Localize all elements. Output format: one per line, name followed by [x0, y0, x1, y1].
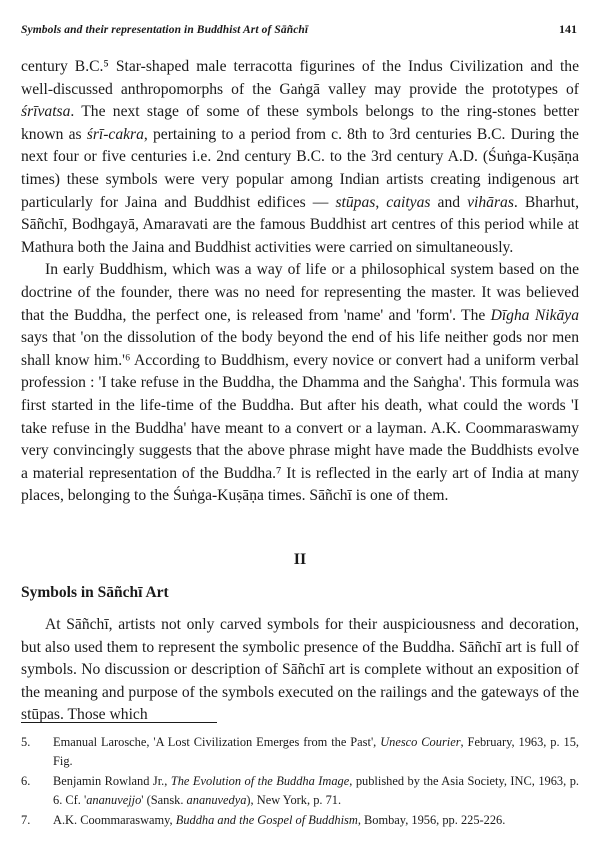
- footnote-text: [53, 772, 579, 809]
- text-run: , published by the Asia Society, INC, 1963, p. 6. Cf. ': [53, 774, 579, 807]
- footnote-number: 5.: [21, 735, 31, 749]
- text-run: . The next stage of some of these symbols belongs to the ring-stones better known as: [21, 103, 579, 143]
- page-number: 141: [559, 22, 577, 36]
- italic-term: Dīgha Nikāya: [490, 306, 580, 324]
- footnote: [21, 772, 579, 809]
- footnote-number: 7.: [21, 813, 31, 827]
- text-run: In early Buddhism, which was a way of life or a philosophical system based on the doctrine of the founder, there was no need for representing the master. It was believed that the Buddha, the perfect one, is released from 'name' and 'form'. The: [21, 261, 579, 324]
- section-heading: Symbols in Sāñchī Art: [21, 584, 169, 601]
- section-paragraph-1: [21, 614, 579, 727]
- footnotes: [21, 733, 579, 832]
- text-run: ,: [375, 193, 387, 211]
- footnote-number: 6.: [21, 774, 31, 788]
- page-header: [21, 22, 577, 42]
- text-run: and: [430, 193, 468, 211]
- footnote-text: [53, 733, 579, 770]
- italic-term: stūpas: [335, 193, 376, 211]
- italic-term: ananuvedya: [186, 792, 247, 807]
- running-head: Symbols and their representation in Buddhist Art of Sāñchī: [21, 24, 309, 36]
- text-run: . Bharhut, Sāñchī, Bodhgayā, Amaravati are the famous Buddhist art centres of this period while at Mathura both the Jaina and Buddhist activities were carried on simultaneously.: [21, 193, 580, 256]
- italic-term: vihāras: [467, 193, 514, 211]
- italic-term: śrī-cakra: [86, 125, 144, 143]
- text-run: Benjamin Rowland Jr.,: [53, 774, 171, 788]
- italic-term: Buddha and the Gospel of Buddhism: [175, 813, 358, 827]
- body-text: [21, 56, 579, 508]
- paragraph-2: [21, 259, 579, 508]
- footnote: [21, 811, 579, 830]
- italic-term: ananuvejjo: [86, 792, 142, 807]
- text-run: says that 'on the dissolution of the body beyond the end of his life neither gods nor men shall know him.'⁶ According to Buddhism, every novice or convert had a uniform verbal profession : 'I take refuse in the Buddha, the Dhamma and the Saṅgha'. This formula was first started in the life-time of the Buddha. But after his death, what could the words 'I take refuse in the Buddha' have meant to a convert or a layman. A.K. Coommaraswamy very convincingly suggests that the above phrase might have made the Buddhists evolve a material representation of the Buddha.⁷ It is reflected in the early art of India at many places, belonging to the Śuṅga-Kuṣāṇa times. Sāñchī is one of them.: [21, 329, 579, 505]
- text-run: Emanual Larosche, 'A Lost Civilization Emerges from the Past',: [53, 735, 381, 749]
- text-run: At Sāñchī, artists not only carved symbols for their auspiciousness and decoration, but also used them to represent the symbolic presence of the Buddha. Sāñchī art is full of symbols. No discussion or description of Sāñchī art is complete without an exposition of the meaning and purpose of the symbols executed on the railings and the gateways of the stūpas. Those which: [21, 616, 579, 724]
- text-run: , Bombay, 1956, pp. 225-226.: [357, 813, 506, 827]
- italic-term: caityas: [386, 193, 431, 211]
- footnote: [21, 733, 579, 770]
- text-run: A.K. Coommaraswamy,: [53, 813, 176, 827]
- text-run: ' (Sansk.: [141, 792, 187, 807]
- text-run: , February, 1963, p. 15, Fig.: [53, 735, 579, 768]
- section-number: II: [293, 551, 307, 568]
- footnote-text: [53, 811, 579, 830]
- text-run: ), New York, p. 71.: [246, 792, 342, 807]
- paragraph-1: [21, 56, 579, 259]
- footnote-divider: [21, 722, 217, 723]
- text-run: , pertaining to a period from c. 8th to 3rd centuries B.C. During the next four or five centuries i.e. 2nd century B.C. to the 3rd century A.D. (Śuṅga-Kuṣāṇa times) these symbols were very popular among Indian artists creating indigenous art particularly for Jaina and Buddhist edifices —: [21, 125, 579, 211]
- text-run: century B.C.⁵ Star-shaped male terracotta figurines of the Indus Civilization and the well-discussed anthropomorphs of the Gaṅgā valley may provide the prototypes of: [21, 58, 579, 98]
- italic-term: The Evolution of the Buddha Image: [170, 774, 350, 788]
- italic-term: Unesco Courier: [380, 735, 461, 749]
- italic-term: śrīvatsa: [21, 103, 71, 121]
- section-body-text: [21, 614, 579, 727]
